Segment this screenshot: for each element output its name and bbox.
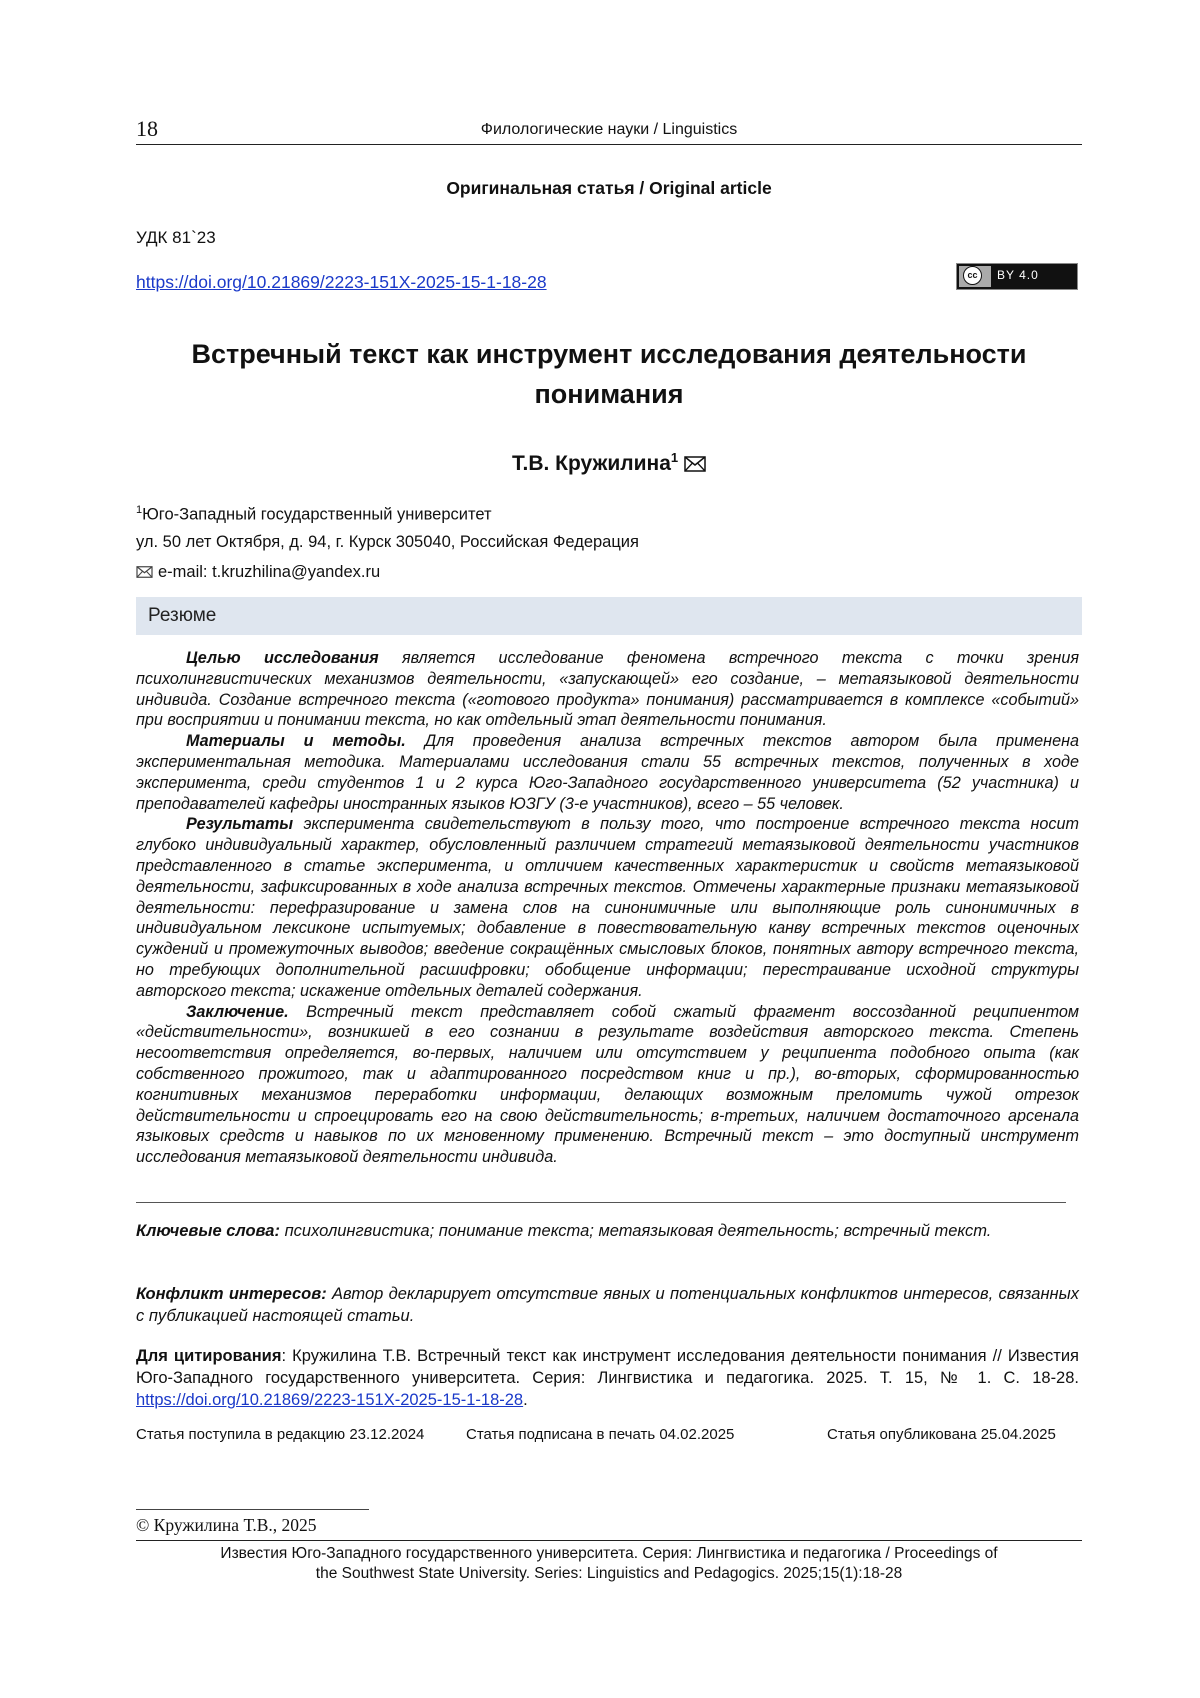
abstract-aim-label: Целью исследования [186, 649, 379, 667]
citation-doi-link[interactable]: https://doi.org/10.21869/2223-151X-2025-15-1-18-28 [136, 1391, 524, 1409]
envelope-icon[interactable] [684, 456, 706, 472]
title-line-2: понимания [534, 379, 684, 409]
conflict-label: Конфликт интересов: [136, 1285, 327, 1303]
affiliation-address: ул. 50 лет Октября, д. 94, г. Курск 305040, Российская Федерация [136, 532, 639, 551]
keywords [136, 1220, 1079, 1242]
abstract-methods-label: Материалы и методы. [186, 732, 406, 751]
email-line [136, 563, 380, 582]
abstract-conclusion [136, 1002, 1079, 1168]
author-name: Т.В. Кружилина [512, 452, 671, 475]
article-title [136, 334, 1082, 414]
email-text[interactable]: e-mail: t.kruzhilina@yandex.ru [158, 563, 381, 581]
citation [136, 1345, 1079, 1411]
abstract-aim [136, 648, 1079, 731]
conflict-of-interest [136, 1283, 1079, 1327]
affiliation-org: Юго-Западный государственный университет [142, 505, 492, 524]
abstract-conclusion-text: Встречный текст представляет собой сжатый фрагмент воссозданной реципиентом «действительности», возникшей в его сознании в результате воздействия авторского текста. Степень несоответствия определяется, во-первых, наличием или отсутствием у реципиента подобного опыта (как собственного прожитого, так и адаптированного посредством книг и пр.), во-вторых, сформированностью когнитивных механизмов переработки информации, делающих возможным преломить чужой отрезок действительности и спроецировать его на свою действительность; в-третьих, наличием достаточного арсенала языковых средств и навыков по их мгновенному применению. Встречный текст – это доступный инструмент исследования метаязыковой деятельности индивида. [136, 1002, 1079, 1167]
header-rule [136, 144, 1082, 145]
cc-badge-label: BY 4.0 [997, 268, 1039, 282]
affiliation-mark: 1 [136, 504, 143, 516]
citation-end: . [523, 1391, 528, 1409]
abstract-methods [136, 731, 1079, 814]
affiliation [136, 497, 639, 556]
abstract [136, 648, 1079, 1168]
envelope-icon [136, 566, 153, 578]
citation-label: Для цитирования [136, 1347, 282, 1365]
cc-license-badge[interactable] [956, 263, 1078, 290]
journal-footer-line-1: Известия Юго-Западного государственного университета. Серия: Лингвистика и педагогика / Proceedings of [220, 1545, 998, 1562]
running-head: Филологические науки / Linguistics [480, 121, 738, 138]
resume-heading: Резюме [148, 605, 217, 626]
date-accepted: Статья подписана в печать 04.02.2025 [466, 1426, 735, 1443]
journal-footer-line-2: the Southwest State University. Series: Linguistics and Pedagogics. 2025;15(1):18-28 [315, 1565, 903, 1582]
abstract-results-text: эксперимента свидетельствуют в пользу того, что построение встречного текста носит глубоко индивидуальный характер, обусловленный различием стратегий метаязыковой деятельности участников представленного в статье эксперимента, и отличием качественных характеристик и свойств метаязыковой деятельности, зафиксированных в ходе анализа встречных текстов. Отмечены характерные признаки метаязыковой деятельности: перефразирование и замена слов на синонимичные или выполняющие роль синонимичных в индивидуальном лексиконе испытуемых; добавление в повествовательную канву встречных текстов оценочных суждений и промежуточных выводов; введение сокращённых смысловых блоков, понятных автору встречного текста, но требующих дополнительной расшифровки; обобщение информации; перестраивание исходной структуры авторского текста; искажение отдельных деталей содержания. [136, 815, 1079, 1000]
doi-link[interactable]: https://doi.org/10.21869/2223-151X-2025-15-1-18-28 [136, 272, 547, 292]
creative-commons-icon: cc [963, 266, 982, 285]
author-affiliation-mark: 1 [670, 450, 679, 465]
conflict-text: Автор декларирует отсутствие явных и потенциальных конфликтов интересов, связанных с публикацией настоящей статьи. [136, 1285, 1079, 1325]
author [136, 450, 1082, 476]
abstract-conclusion-label: Заключение. [186, 1002, 289, 1021]
page-number: 18 [136, 116, 158, 141]
title-line-1: Встречный текст как инструмент исследования деятельности [191, 339, 1027, 369]
abstract-aim-text: является исследование феномена встречного текста с точки зрения психолингвистических механизмов деятельности, «запускающей» его создание, – метаязыковой деятельности индивида. Создание встречного текста («готового продукта» понимания) рассматривается в комплексе «событий» при восприятии и понимании текста, но как отдельный этап деятельности понимания. [136, 649, 1079, 730]
abstract-divider [136, 1202, 1066, 1203]
udk-code: УДК 81`23 [136, 228, 216, 247]
footnote-rule [136, 1509, 369, 1510]
keywords-label: Ключевые слова: [136, 1222, 280, 1240]
abstract-results [136, 814, 1079, 1001]
article-type: Оригинальная статья / Original article [446, 178, 772, 198]
resume-heading-bar [136, 597, 1082, 635]
abstract-results-label: Результаты [186, 815, 294, 834]
date-published: Статья опубликована 25.04.2025 [827, 1426, 1056, 1443]
footer-rule [136, 1540, 1082, 1541]
journal-footer [136, 1544, 1082, 1584]
copyright: © Кружилина Т.В., 2025 [136, 1515, 317, 1535]
abstract-methods-text: Для проведения анализа встречных текстов автором была применена экспериментальная методика. Материалами исследования стали 55 встречных текстов, полученных в ходе эксперимента, среди студентов 1 и 2 курса Юго-Западного государственного университета (52 участника) и преподавателей кафедры иностранных языков ЮЗГУ (3-е участников), всего – 55 человек. [136, 732, 1079, 813]
date-received: Статья поступила в редакцию 23.12.2024 [136, 1426, 425, 1443]
citation-text: : Кружилина Т.В. Встречный текст как инструмент исследования деятельности понимания // Известия Юго-Западного государственного университета. Серия: Лингвистика и педагогика. 2025. Т. 15, № 1. С. 18-28. [136, 1347, 1079, 1387]
keywords-text: психолингвистика; понимание текста; метаязыковая деятельность; встречный текст. [279, 1222, 992, 1240]
